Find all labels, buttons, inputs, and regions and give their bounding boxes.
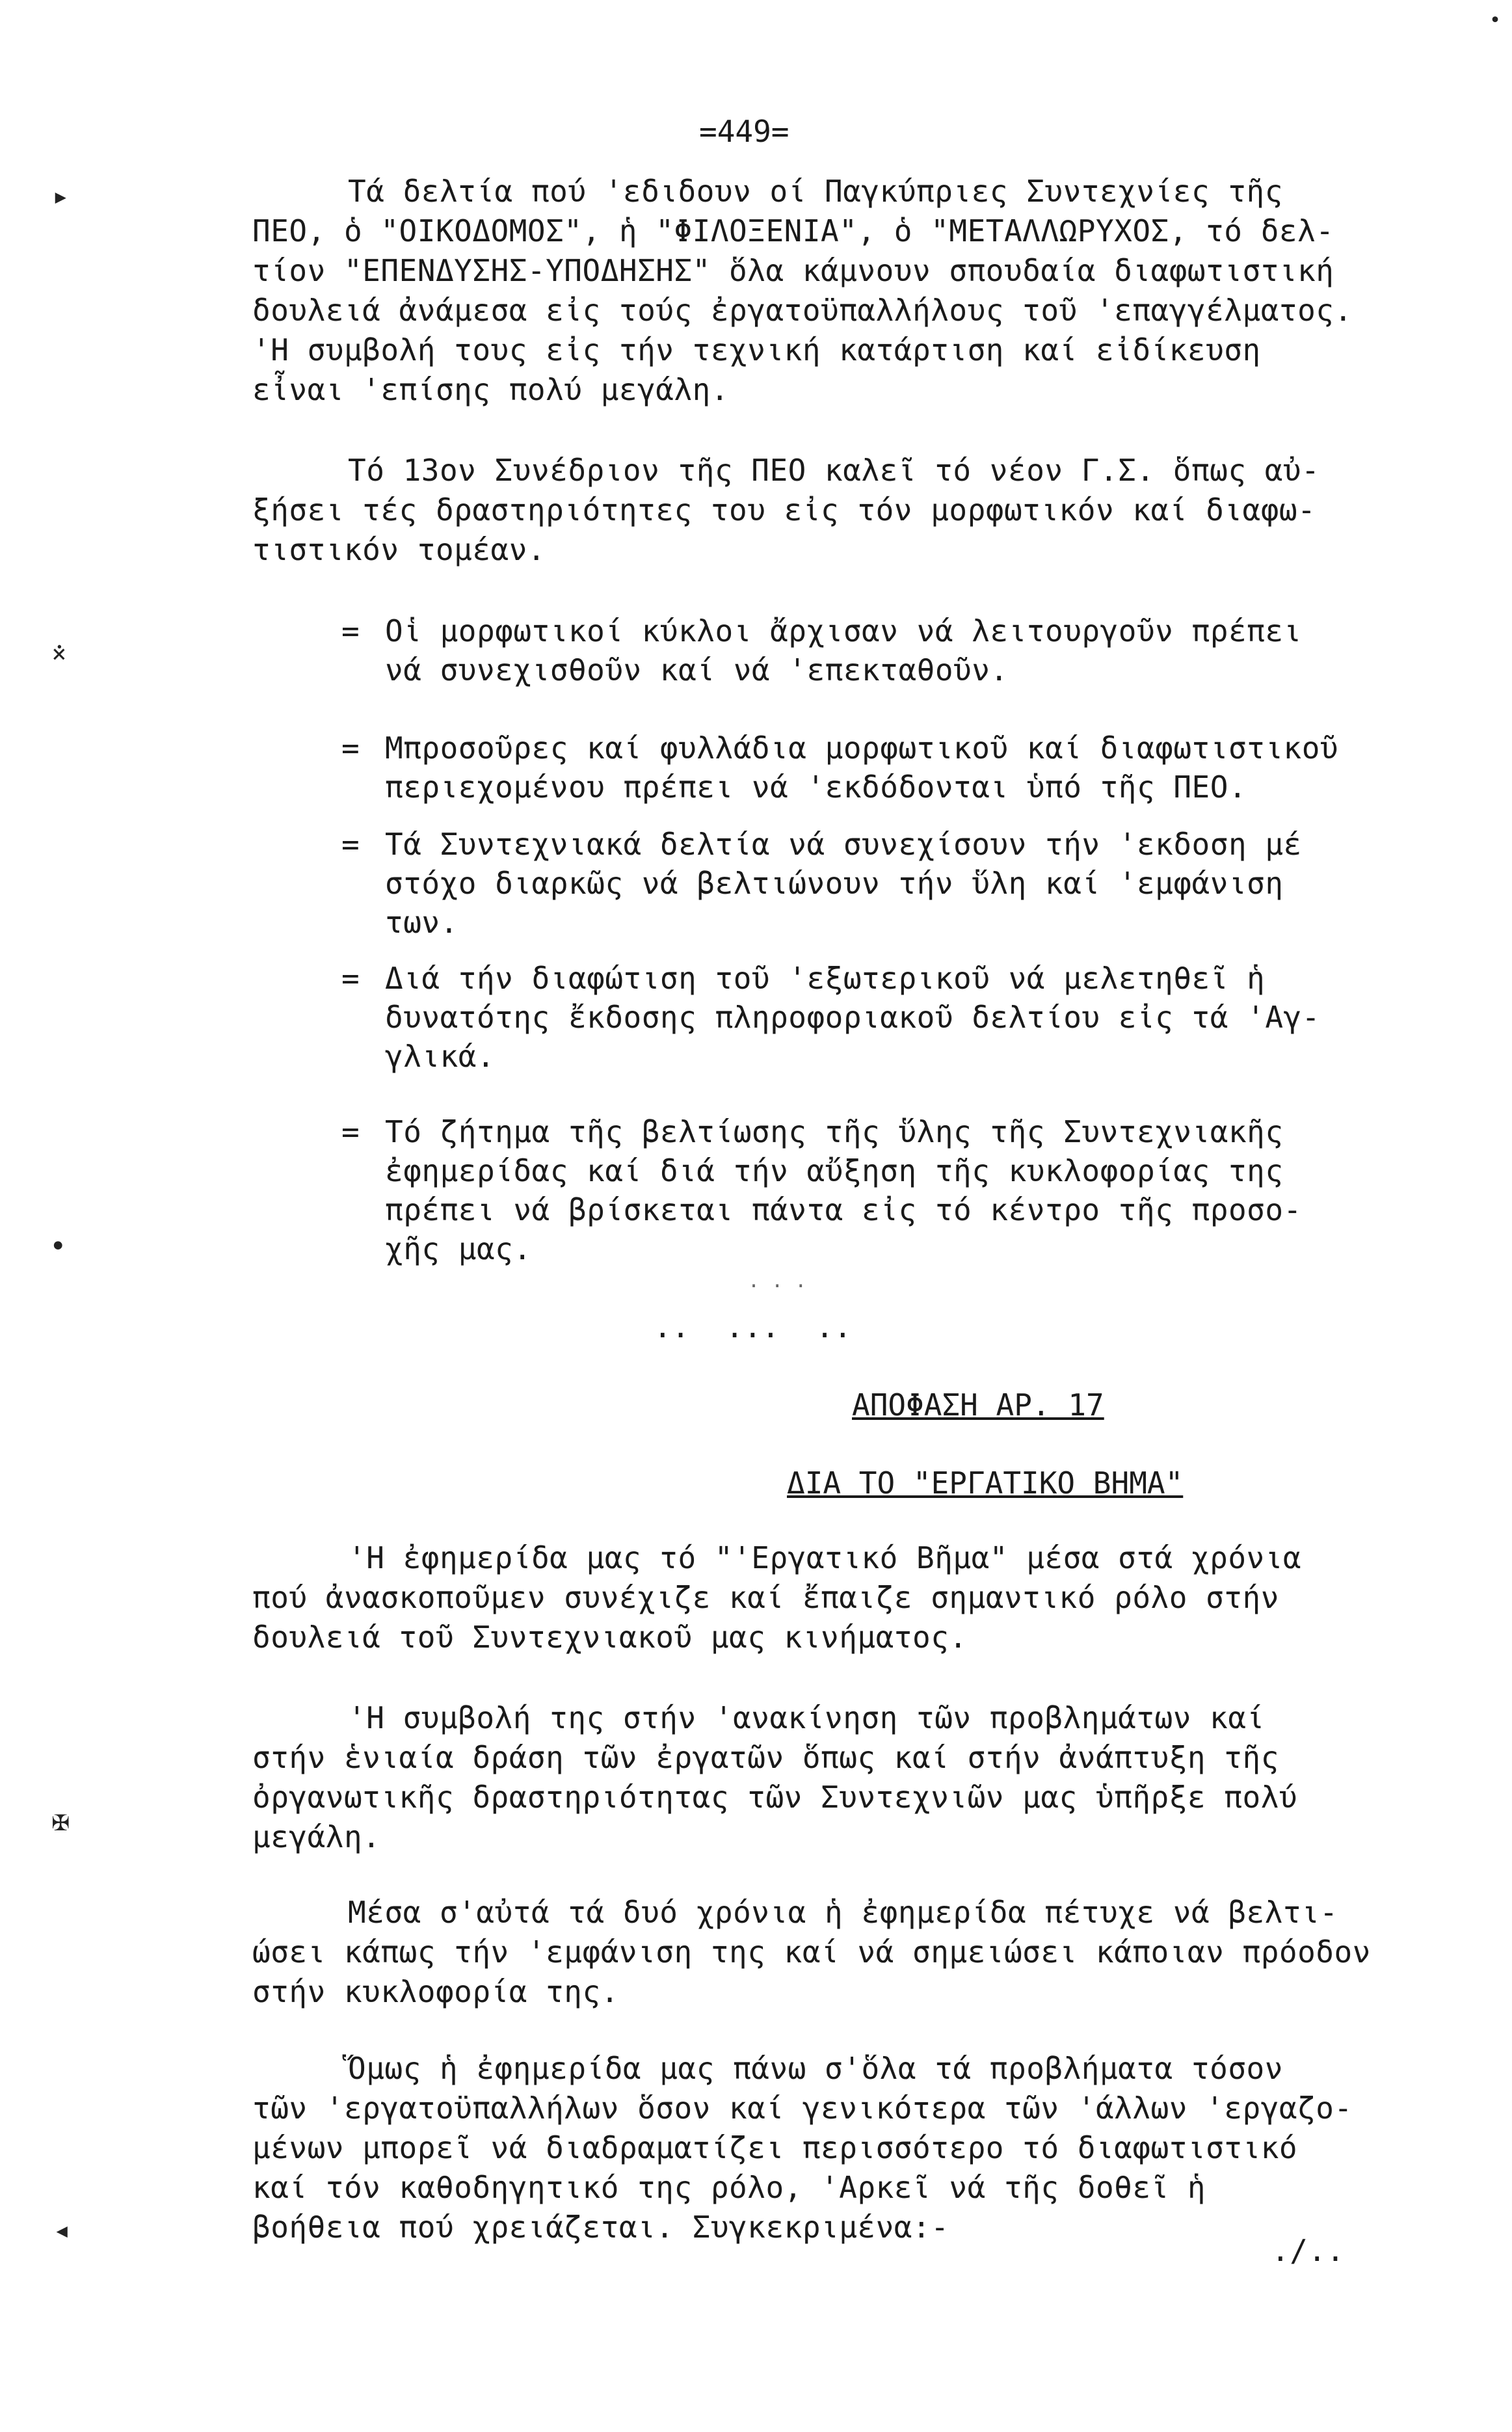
text-line: ξήσει τές δραστηριότητες του εἰς τόν μορφωτικόν καί διαφω- <box>252 492 1316 528</box>
text-line: ΠΕΟ, ὁ "ΟΙΚΟΔΟΜΟΣ", ἡ "ΦΙΛΟΞΕΝΙΑ", ὁ "ΜΕΤΑΛΛΩΡΥΧΟΣ, τό δελ- <box>252 213 1334 248</box>
bullet-mark: = <box>341 961 360 996</box>
text-line: Οἱ μορφωτικοί κύκλοι ἄρχισαν νά λειτουργοῦν πρέπει <box>385 613 1302 648</box>
text-line: Μέσα σ'αὐτά τά δυό χρόνια ἡ ἐφημερίδα πέτυχε νά βελτι- <box>348 1895 1338 1930</box>
corner-mark: • <box>1489 9 1502 32</box>
separator-dots: .. ... .. <box>654 1309 852 1344</box>
page-number: =449= <box>699 114 789 149</box>
margin-cross-mark: ⨰ <box>51 635 68 668</box>
text-line: Τά δελτία πού 'εδιδουν οί Παγκύπριες Συντεχνίες τῆς <box>348 174 1283 209</box>
bullet-mark: = <box>341 613 360 648</box>
separator-dots-small: . . . <box>748 1270 807 1292</box>
text-line: 'Η ἐφημερίδα μας τό "'Εργατικό Βῆμα" μέσα στά χρόνια <box>348 1540 1302 1575</box>
text-line: δουλειά τοῦ Συντεχνιακοῦ μας κινήματος. <box>252 1620 968 1655</box>
text-line: Τό ζήτημα τῆς βελτίωσης τῆς ὕλης τῆς Συντεχνιακῆς <box>385 1114 1284 1149</box>
text-line: εἶναι 'επίσης πολύ μεγάλη. <box>252 372 730 407</box>
text-line: πού ἀνασκοποῦμεν συνέχιζε καί ἔπαιζε σημαντικό ρόλο στήν <box>252 1580 1279 1615</box>
text-line: μεγάλη. <box>252 1819 381 1854</box>
text-line: πρέπει νά βρίσκεται πάντα εἰς τό κέντρο τῆς προσο- <box>385 1192 1302 1227</box>
margin-arrow-mark: ◂ <box>53 2213 71 2247</box>
text-line: Διά τήν διαφώτιση τοῦ 'εξωτερικοῦ νά μελετηθεῖ ἡ <box>385 961 1266 996</box>
text-line: Τά Συντεχνιακά δελτία νά συνεχίσουν τήν 'εκδοση μέ <box>385 827 1302 862</box>
text-line: ὀργανωτικῆς δραστηριότητας τῶν Συντεχνιῶν μας ὑπῆρξε πολύ <box>252 1780 1298 1815</box>
text-line: τιστικόν τομέαν. <box>252 532 546 567</box>
text-line: στόχο διαρκῶς νά βελτιώνουν τήν ὕλη καί 'εμφάνιση <box>385 866 1284 901</box>
text-line: Τό 13ον Συνέδριον τῆς ΠΕΟ καλεῖ τό νέον Γ.Σ. ὅπως αὐ- <box>348 453 1320 488</box>
text-line: τίον "ΕΠΕΝΔΥΣΗΣ-ΥΠΟΔΗΣΗΣ" ὅλα κάμνουν σπουδαία διαφωτιστική <box>252 253 1334 288</box>
margin-arrow-mark: ▸ <box>52 180 70 213</box>
text-line: δυνατότης ἔκδοσης πληροφοριακοῦ δελτίου εἰς τά 'Αγ- <box>385 1000 1320 1035</box>
text-line: περιεχομένου πρέπει νά 'εκδόδονται ὑπό τῆς ΠΕΟ. <box>385 769 1247 805</box>
text-line: Μπροσοῦρες καί φυλλάδια μορφωτικοῦ καί διαφωτιστικοῦ <box>385 730 1339 766</box>
margin-cross-mark: • <box>49 1230 67 1263</box>
text-line: στήν κυκλοφορία της. <box>252 1974 619 2009</box>
decision-subtitle: ΔΙΑ ΤΟ "ΕΡΓΑΤΙΚΟ ΒΗΜΑ" <box>787 1465 1184 1501</box>
text-line: καί τόν καθοδηγητικό της ρόλο, 'Αρκεῖ νά τῆς δοθεῖ ἡ <box>252 2170 1206 2205</box>
text-line: δουλειά ἀνάμεσα εἰς τούς ἐργατοϋπαλλήλους τοῦ 'επαγγέλματος. <box>252 293 1353 328</box>
margin-cross-mark: ✠ <box>52 1804 70 1837</box>
text-line: ἐφημερίδας καί διά τήν αὔξηση τῆς κυκλοφορίας της <box>385 1153 1284 1188</box>
text-line: τῶν 'εργατοϋπαλλήλων ὅσον καί γενικότερα τῶν 'άλλων 'εργαζο- <box>252 2091 1353 2126</box>
text-line: των. <box>385 905 458 940</box>
continuation-mark: ./.. <box>1271 2233 1345 2268</box>
bullet-mark: = <box>341 827 360 862</box>
decision-title: ΑΠΟΦΑΣΗ ΑΡ. 17 <box>852 1387 1104 1423</box>
text-line: στήν ἑνιαία δράση τῶν ἐργατῶν ὅπως καί στήν ἀνάπτυξη τῆς <box>252 1740 1279 1775</box>
text-line: γλικά. <box>385 1039 496 1074</box>
bullet-mark: = <box>341 1114 360 1149</box>
bullet-mark: = <box>341 730 360 766</box>
text-line: μένων μπορεῖ νά διαδραματίζει περισσότερο τό διαφωτιστικό <box>252 2130 1298 2165</box>
text-line: 'Η συμβολή τους εἰς τήν τεχνική κατάρτιση καί εἰδίκευση <box>252 332 1261 367</box>
text-line: ώσει κάπως τήν 'εμφάνιση της καί νά σημειώσει κάποιαν πρόοδον <box>252 1934 1371 1970</box>
text-line: νά συνεχισθοῦν καί νά 'επεκταθοῦν. <box>385 652 1009 688</box>
text-line: Ὅμως ἡ ἐφημερίδα μας πάνω σ'ὅλα τά προβλήματα τόσον <box>348 2051 1283 2086</box>
text-line: χῆς μας. <box>385 1231 532 1266</box>
text-line: 'Η συμβολή της στήν 'ανακίνηση τῶν προβλημάτων καί <box>348 1700 1265 1735</box>
text-line: βοήθεια πού χρειάζεται. Συγκεκριμένα:- <box>252 2210 949 2245</box>
